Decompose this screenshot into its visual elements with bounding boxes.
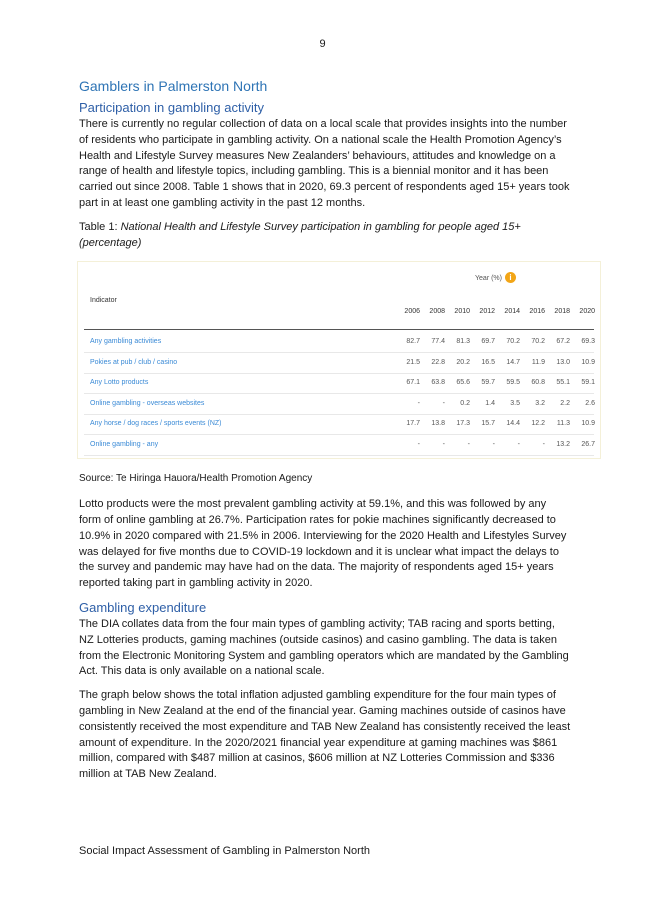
page-number: 9: [319, 38, 326, 50]
table-cell: 70.2: [531, 338, 545, 346]
indicator-column-header: Indicator: [90, 297, 117, 305]
table-cell: 22.8: [431, 358, 445, 366]
table-cell: -: [492, 440, 495, 448]
section-heading: Gamblers in Palmerston North: [79, 78, 268, 94]
table-cell: 63.8: [431, 379, 445, 387]
page-footer: Social Impact Assessment of Gambling in Palmerston North: [79, 845, 371, 857]
table-row: [84, 332, 594, 353]
table-cell: 55.1: [556, 379, 570, 387]
table-cell: 11.3: [556, 420, 570, 428]
table-cell: 17.7: [406, 420, 420, 428]
row-indicator-link[interactable]: Any gambling activities: [90, 338, 162, 346]
table-cell: 60.8: [531, 379, 545, 387]
info-icon[interactable]: i: [505, 272, 516, 283]
table-cell: 81.3: [456, 338, 470, 346]
table-cell: 2.6: [585, 399, 595, 407]
table-cell: 10.9: [581, 358, 595, 366]
table-cell: 21.5: [406, 358, 420, 366]
table-source: Source: Te Hiringa Hauora/Health Promotion Agency: [79, 473, 313, 485]
table-cell: 0.2: [460, 399, 470, 407]
table-row: [84, 353, 594, 374]
year-column-header: 2020: [579, 308, 595, 316]
table-cell: 11.9: [531, 358, 545, 366]
table-row: [84, 373, 594, 394]
table-cell: 13.2: [556, 440, 570, 448]
row-indicator-link[interactable]: Online gambling - overseas websites: [90, 399, 205, 407]
page-content: [79, 78, 595, 791]
table-cell: 16.5: [481, 358, 495, 366]
table-row: [84, 414, 594, 435]
expenditure-paragraph-1: The DIA collates data from the four main types of gambling activity; TAB racing and sports betting, NZ Lotteries products, gaming machines (outside casinos) and casino gambling. The data is taken from the Electronic Monitoring System and gambling operators which are mandated by the Gambling Act. This data is only available on a national scale.: [79, 617, 569, 678]
table-cell: -: [542, 440, 545, 448]
year-column-header: 2012: [479, 308, 495, 316]
row-indicator-link[interactable]: Online gambling - any: [90, 440, 159, 448]
table-cell: 82.7: [406, 338, 420, 346]
year-column-header: 2006: [404, 308, 420, 316]
table-cell: 77.4: [431, 338, 445, 346]
table-cell: 10.9: [581, 420, 595, 428]
year-column-header: 2018: [554, 308, 570, 316]
header-divider: [84, 329, 594, 330]
table-cell: 69.3: [581, 338, 595, 346]
table-cell: 15.7: [481, 420, 495, 428]
year-column-header: 2010: [454, 308, 470, 316]
table-caption-prefix: Table 1:: [79, 220, 121, 233]
table-cell: 3.5: [510, 399, 520, 407]
table-cell: 69.7: [481, 338, 495, 346]
table-cell: 13.8: [431, 420, 445, 428]
table-cell: 67.2: [556, 338, 570, 346]
expenditure-paragraph-2: The graph below shows the total inflation adjusted gambling expenditure for the four main types of gambling in New Zealand at the end of the financial year. Gaming machines outside of casinos have consistently received the most expenditure and TAB New Zealand has consistently received the least amount of expenditure. In the 2020/2021 financial year expenditure at gaming machines was $861 million, compared with $487 million at casinos, $606 million at NZ Lotteries Commission and $336 million at TAB New Zealand.: [79, 689, 571, 781]
table-cell: 26.7: [581, 440, 595, 448]
table-cell: 1.4: [485, 399, 495, 407]
table-row: [84, 435, 594, 456]
lotto-paragraph: Lotto products were the most prevalent gambling activity at 59.1%, and this was followed by any form of online gambling at 26.7%. Participation rates for pokie machines significantly decreased to 10.9% in 2020 compared with 21.5% in 2006. Interviewing for the 2020 Health and Lifestyles Survey was delayed for five months due to COVID-19 lockdown and it is unclear what impact the delays to the survey and pandemic may have had on the data. The majority of respondents aged 15+ years reported taking part in gambling activity in 2020.: [79, 498, 567, 590]
table-cell: 70.2: [506, 338, 520, 346]
row-indicator-link[interactable]: Any Lotto products: [90, 379, 149, 387]
table-row: [84, 394, 594, 415]
table-cell: 14.7: [506, 358, 520, 366]
table-cell: -: [417, 399, 420, 407]
table-cell: 59.1: [581, 379, 595, 387]
table-cell: 12.2: [531, 420, 545, 428]
year-header-row: [78, 308, 600, 318]
table-cell: -: [417, 440, 420, 448]
table-cell: 2.2: [560, 399, 570, 407]
participation-paragraph: There is currently no regular collection of data on a local scale that provides insights into the number of residents who participate in gambling activity. On a national scale the Health Promotion Agency’s Health and Lifestyle Survey measures New Zealanders’ behaviours, attitudes and knowledge on a range of health and lifestyle topics, including gambling. This is a biennial monitor and it has been carried out since 2008. Table 1 shows that in 2020, 69.3 percent of respondents aged 15+ years took part in at least one gambling activity in the past 12 months.: [79, 118, 570, 209]
table-caption: [79, 220, 571, 252]
table-cell: 17.3: [456, 420, 470, 428]
participation-heading: Participation in gambling activity: [79, 100, 264, 115]
table-caption-title: National Health and Lifestyle Survey participation in gambling for people aged 15+ (percentage): [79, 220, 521, 249]
table-cell: -: [442, 440, 445, 448]
year-column-header: 2014: [504, 308, 520, 316]
table-cell: 67.1: [406, 379, 420, 387]
table-cell: 65.6: [456, 379, 470, 387]
table-cell: -: [442, 399, 445, 407]
table-cell: 20.2: [456, 358, 470, 366]
expenditure-heading: Gambling expenditure: [79, 599, 207, 615]
year-column-header: 2008: [429, 308, 445, 316]
table-cell: 59.5: [506, 379, 520, 387]
table-cell: -: [517, 440, 520, 448]
row-indicator-link[interactable]: Pokies at pub / club / casino: [90, 358, 178, 366]
table-cell: 3.2: [535, 399, 545, 407]
year-column-header: 2016: [529, 308, 545, 316]
row-indicator-link[interactable]: Any horse / dog races / sports events (NZ): [90, 420, 222, 428]
table-cell: 59.7: [481, 379, 495, 387]
table-cell: -: [467, 440, 470, 448]
table-cell: 14.4: [506, 420, 520, 428]
participation-table: [77, 261, 601, 459]
table-cell: 13.0: [556, 358, 570, 366]
year-header: Year (%): [475, 275, 502, 283]
